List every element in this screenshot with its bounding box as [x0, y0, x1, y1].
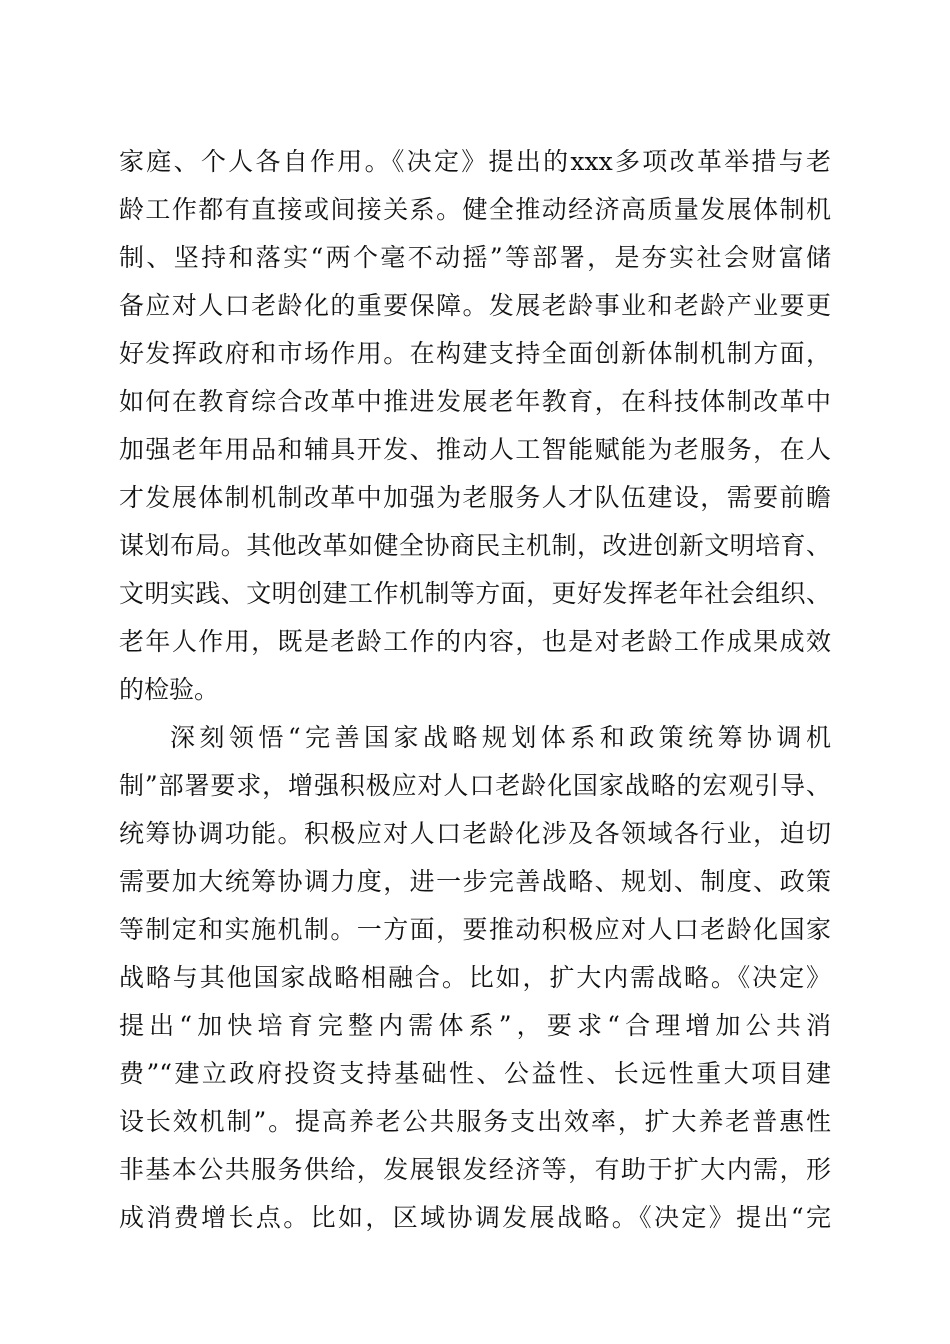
text-line: 战略与其他国家战略相融合。比如，扩大内需战略。《决定》 — [119, 963, 831, 992]
text-line: 设长效机制”。提高养老公共服务支出效率，扩大养老普惠性 — [119, 1107, 831, 1136]
text-line: 老年人作用，既是老龄工作的内容，也是对老龄工作成果成效 — [119, 627, 831, 656]
text-line: 等制定和实施机制。一方面，要推动积极应对人口老龄化国家 — [119, 915, 831, 944]
text-line: 的检验。 — [119, 675, 220, 704]
text-line: 非基本公共服务供给，发展银发经济等，有助于扩大内需，形 — [119, 1155, 831, 1184]
text-line: 费”“建立政府投资支持基础性、公益性、长远性重大项目建 — [119, 1059, 831, 1088]
text-line: 提出“加快培育完整内需体系”，要求“合理增加公共消 — [119, 1011, 831, 1040]
text-line: 家庭、个人各自作用。《决定》提出的xxx多项改革举措与老 — [119, 147, 831, 176]
text-line: 统筹协调功能。积极应对人口老龄化涉及各领域各行业，迫切 — [119, 819, 831, 848]
text-line: 龄工作都有直接或间接关系。健全推动经济高质量发展体制机 — [119, 195, 831, 224]
text-line: 才发展体制机制改革中加强为老服务人才队伍建设，需要前瞻 — [119, 483, 831, 512]
text-line: 如何在教育综合改革中推进发展老年教育，在科技体制改革中 — [119, 387, 831, 416]
text-line: 需要加大统筹协调力度，进一步完善战略、规划、制度、政策 — [119, 867, 831, 896]
text-line: 备应对人口老龄化的重要保障。发展老龄事业和老龄产业要更 — [119, 291, 831, 320]
text-line: 制”部署要求，增强积极应对人口老龄化国家战略的宏观引导、 — [119, 771, 831, 800]
text-line: 文明实践、文明创建工作机制等方面，更好发挥老年社会组织、 — [119, 579, 831, 608]
text-line: 制、坚持和落实“两个毫不动摇”等部署，是夯实社会财富储 — [119, 243, 831, 272]
text-line: 成消费增长点。比如，区域协调发展战略。《决定》提出“完 — [119, 1203, 831, 1232]
text-line: 加强老年用品和辅具开发、推动人工智能赋能为老服务，在人 — [119, 435, 831, 464]
text-line: 好发挥政府和市场作用。在构建支持全面创新体制机制方面， — [119, 339, 831, 368]
text-line: 深刻领悟“完善国家战略规划体系和政策统筹协调机 — [170, 723, 831, 752]
text-line: 谋划布局。其他改革如健全协商民主机制，改进创新文明培育、 — [119, 531, 831, 560]
